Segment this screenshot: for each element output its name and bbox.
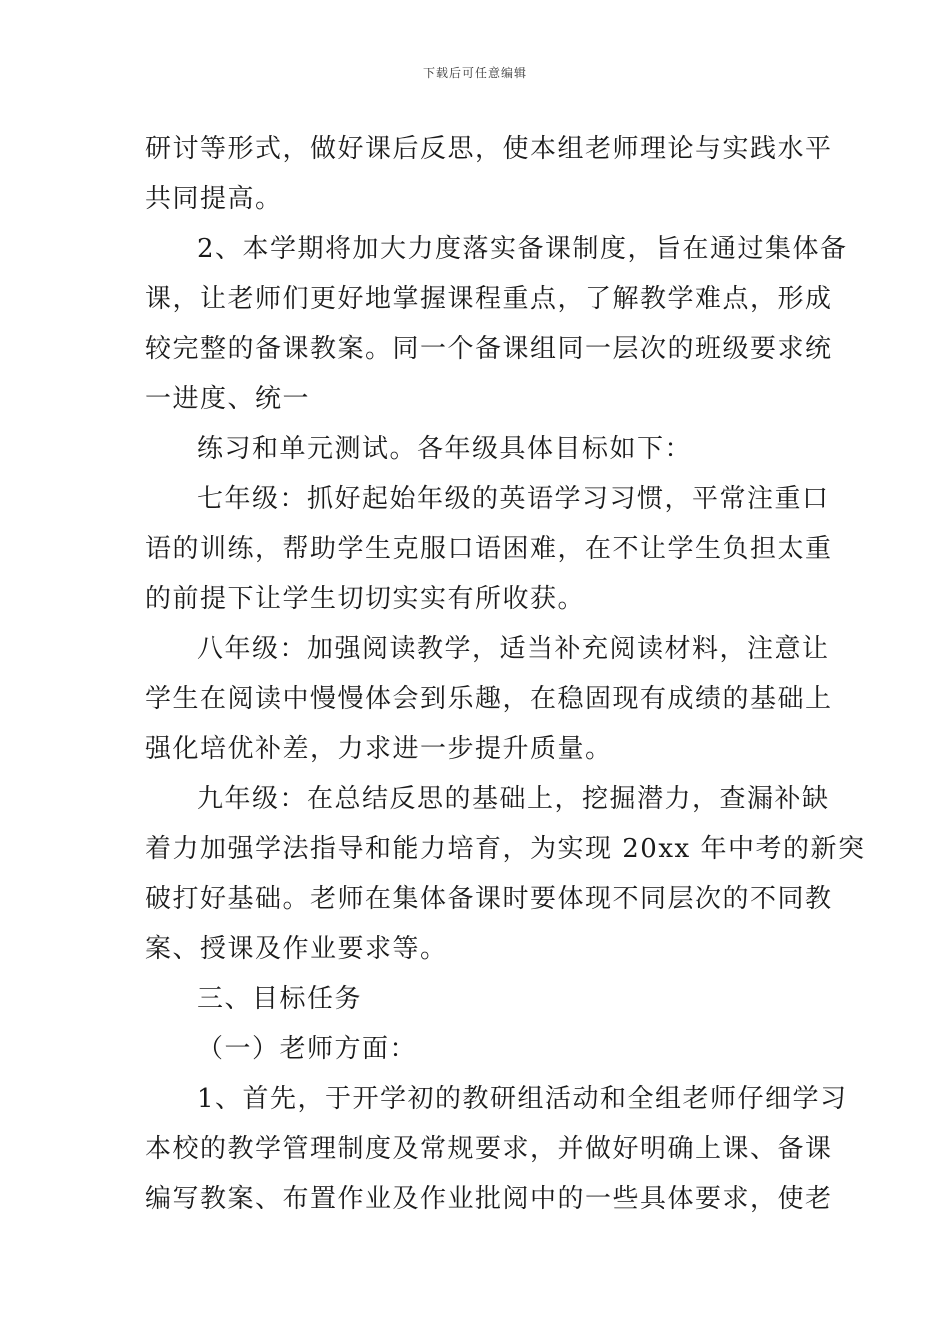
text-line: 着力加强学法指导和能力培育，为实现 20xx 年中考的新突 <box>145 834 866 864</box>
text-line: （一）老师方面： <box>197 1034 418 1064</box>
text-line: 强化培优补差，力求进一步提升质量。 <box>145 734 613 764</box>
text-line: 语的训练，帮助学生克服口语困难，在不让学生负担太重 <box>145 534 833 564</box>
text-line: 八年级：加强阅读教学，适当补充阅读材料，注意让 <box>197 634 830 664</box>
paragraph-lesson-prep <box>145 224 848 424</box>
text-line: 2、本学期将加大力度落实备课制度，旨在通过集体备 <box>197 234 848 264</box>
page-header-note: 下载后可任意编辑 <box>422 66 527 80</box>
text-line: 课，让老师们更好地掌握课程重点，了解教学难点，形成 <box>145 284 833 314</box>
paragraph-reflection <box>145 124 833 224</box>
text-line: 学生在阅读中慢慢体会到乐趣，在稳固现有成绩的基础上 <box>145 684 833 714</box>
text-line: 七年级：抓好起始年级的英语学习习惯，平常注重口 <box>197 484 830 514</box>
text-line: 较完整的备课教案。同一个备课组同一层次的班级要求统 <box>145 334 833 364</box>
section-heading-goals <box>145 974 810 1024</box>
subsection-heading-teachers <box>145 1024 810 1074</box>
paragraph-grade-9 <box>145 774 866 974</box>
text-line: 破打好基础。老师在集体备课时要体现不同层次的不同教 <box>145 884 833 914</box>
text-line: 九年级：在总结反思的基础上，挖掘潜力，查漏补缺 <box>197 784 830 814</box>
document-body <box>145 124 866 1224</box>
text-line: 编写教案、布置作业及作业批阅中的一些具体要求，使老 <box>145 1184 833 1214</box>
text-line: 1、首先，于开学初的教研组活动和全组老师仔细学习 <box>197 1084 848 1114</box>
paragraph-grade-7 <box>145 474 833 624</box>
text-line: 三、目标任务 <box>197 984 363 1014</box>
text-line: 研讨等形式，做好课后反思，使本组老师理论与实践水平 <box>145 134 833 164</box>
text-line: 一进度、统一 <box>145 384 311 414</box>
paragraph-targets-intro <box>145 424 810 474</box>
text-line: 本校的教学管理制度及常规要求，并做好明确上课、备课 <box>145 1134 833 1164</box>
text-line: 共同提高。 <box>145 184 283 214</box>
text-line: 的前提下让学生切切实实有所收获。 <box>145 584 586 614</box>
text-line: 练习和单元测试。各年级具体目标如下： <box>197 434 693 464</box>
text-line: 案、授课及作业要求等。 <box>145 934 448 964</box>
paragraph-grade-8 <box>145 624 833 774</box>
paragraph-management-rules <box>145 1074 848 1224</box>
